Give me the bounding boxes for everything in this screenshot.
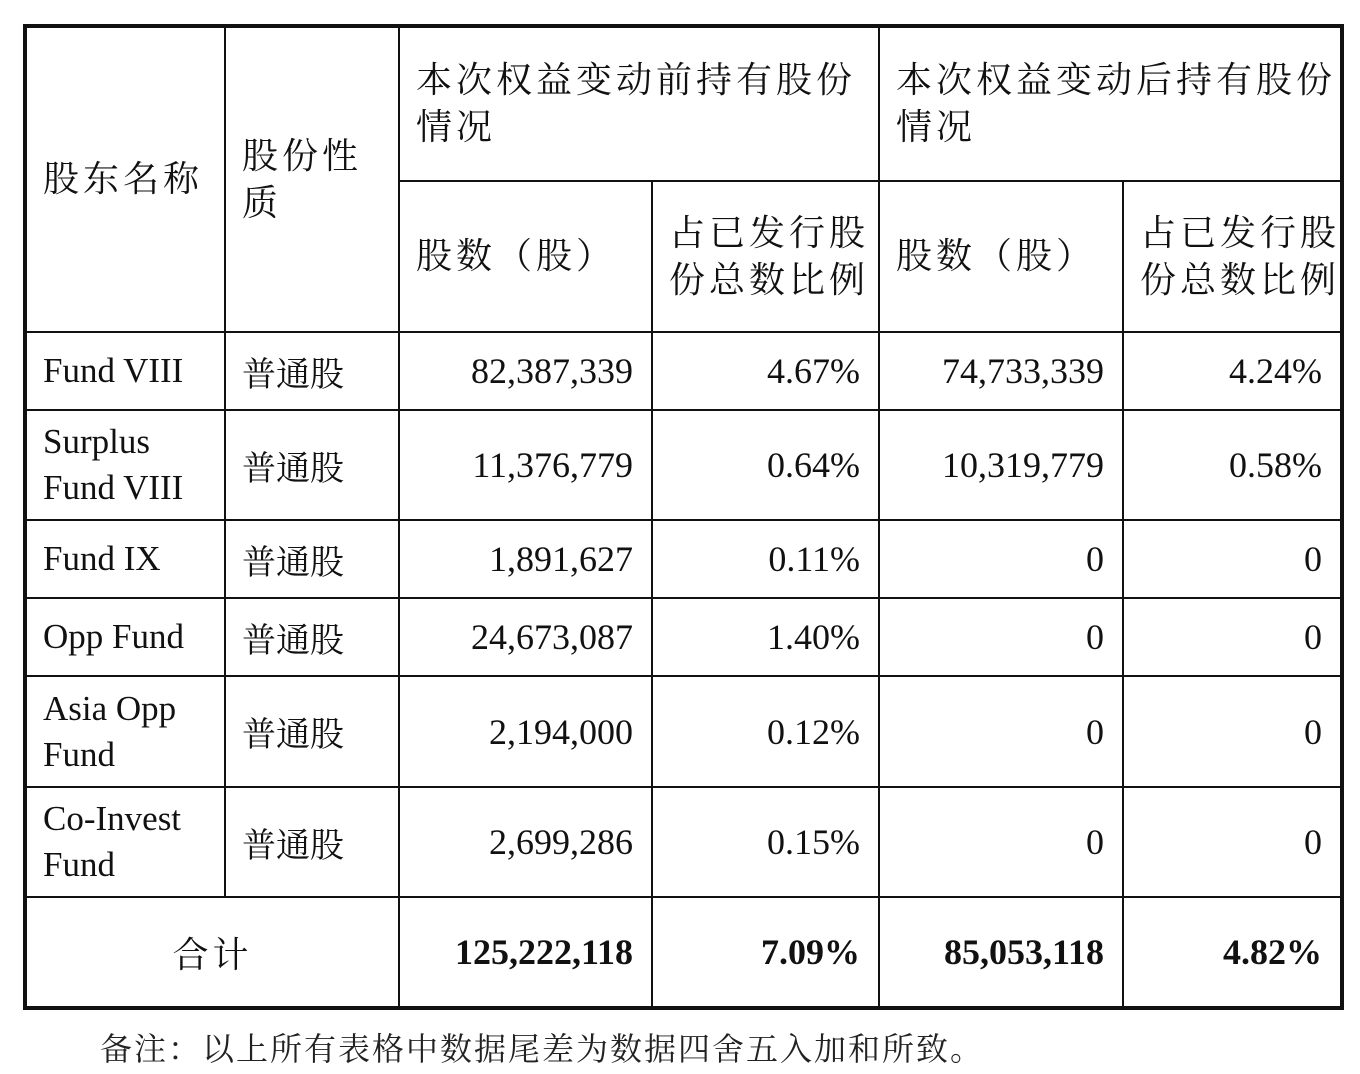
before-ratio-cell: 0.12% bbox=[652, 676, 879, 787]
share-type-cell: 普通股 bbox=[225, 332, 399, 410]
before-ratio-cell: 0.15% bbox=[652, 787, 879, 897]
header-before-ratio: 占已发行股份总数比例 bbox=[652, 181, 879, 332]
before-shares-cell: 2,194,000 bbox=[399, 676, 652, 787]
table-row bbox=[25, 410, 1342, 520]
shareholder-name-cell: Surplus Fund VIII bbox=[25, 410, 225, 520]
after-shares-cell: 10,319,779 bbox=[879, 410, 1123, 520]
total-row bbox=[25, 897, 1342, 1008]
share-type-cell: 普通股 bbox=[225, 598, 399, 676]
header-after-group: 本次权益变动后持有股份情况 bbox=[879, 26, 1342, 181]
header-after-shares: 股数（股） bbox=[879, 181, 1123, 332]
after-ratio-cell: 0 bbox=[1123, 787, 1342, 897]
table-row bbox=[25, 676, 1342, 787]
header-after-ratio: 占已发行股份总数比例 bbox=[1123, 181, 1342, 332]
header-before-shares: 股数（股） bbox=[399, 181, 652, 332]
header-share-type: 股份性质 bbox=[225, 26, 399, 332]
share-type-cell: 普通股 bbox=[225, 676, 399, 787]
total-before-shares: 125,222,118 bbox=[399, 897, 652, 1008]
total-after-ratio: 4.82% bbox=[1123, 897, 1342, 1008]
after-shares-cell: 0 bbox=[879, 598, 1123, 676]
header-before-group: 本次权益变动前持有股份情况 bbox=[399, 26, 879, 181]
table-row bbox=[25, 787, 1342, 897]
share-type-cell: 普通股 bbox=[225, 787, 399, 897]
before-ratio-cell: 0.11% bbox=[652, 520, 879, 598]
table-row bbox=[25, 332, 1342, 410]
after-shares-cell: 0 bbox=[879, 676, 1123, 787]
table-row bbox=[25, 520, 1342, 598]
after-ratio-cell: 4.24% bbox=[1123, 332, 1342, 410]
before-shares-cell: 24,673,087 bbox=[399, 598, 652, 676]
after-ratio-cell: 0 bbox=[1123, 520, 1342, 598]
total-label: 合计 bbox=[25, 897, 399, 1008]
shareholder-name-cell: Opp Fund bbox=[25, 598, 225, 676]
total-after-shares: 85,053,118 bbox=[879, 897, 1123, 1008]
before-shares-cell: 1,891,627 bbox=[399, 520, 652, 598]
after-shares-cell: 0 bbox=[879, 520, 1123, 598]
before-ratio-cell: 4.67% bbox=[652, 332, 879, 410]
after-ratio-cell: 0 bbox=[1123, 598, 1342, 676]
before-shares-cell: 2,699,286 bbox=[399, 787, 652, 897]
after-ratio-cell: 0.58% bbox=[1123, 410, 1342, 520]
share-type-cell: 普通股 bbox=[225, 520, 399, 598]
header-row-1 bbox=[25, 26, 1342, 181]
total-before-ratio: 7.09% bbox=[652, 897, 879, 1008]
shareholder-name-cell: Fund VIII bbox=[25, 332, 225, 410]
header-shareholder-name: 股东名称 bbox=[25, 26, 225, 332]
after-shares-cell: 0 bbox=[879, 787, 1123, 897]
before-ratio-cell: 1.40% bbox=[652, 598, 879, 676]
before-shares-cell: 11,376,779 bbox=[399, 410, 652, 520]
share-type-cell: 普通股 bbox=[225, 410, 399, 520]
before-ratio-cell: 0.64% bbox=[652, 410, 879, 520]
after-ratio-cell: 0 bbox=[1123, 676, 1342, 787]
footnote: 备注：以上所有表格中数据尾差为数据四舍五入加和所致。 bbox=[100, 1030, 985, 1068]
shareholder-name-cell: Asia Opp Fund bbox=[25, 676, 225, 787]
shareholder-name-cell: Fund IX bbox=[25, 520, 225, 598]
shareholder-name-cell: Co-Invest Fund bbox=[25, 787, 225, 897]
after-shares-cell: 74,733,339 bbox=[879, 332, 1123, 410]
before-shares-cell: 82,387,339 bbox=[399, 332, 652, 410]
shareholding-table bbox=[23, 24, 1344, 1010]
table-row bbox=[25, 598, 1342, 676]
